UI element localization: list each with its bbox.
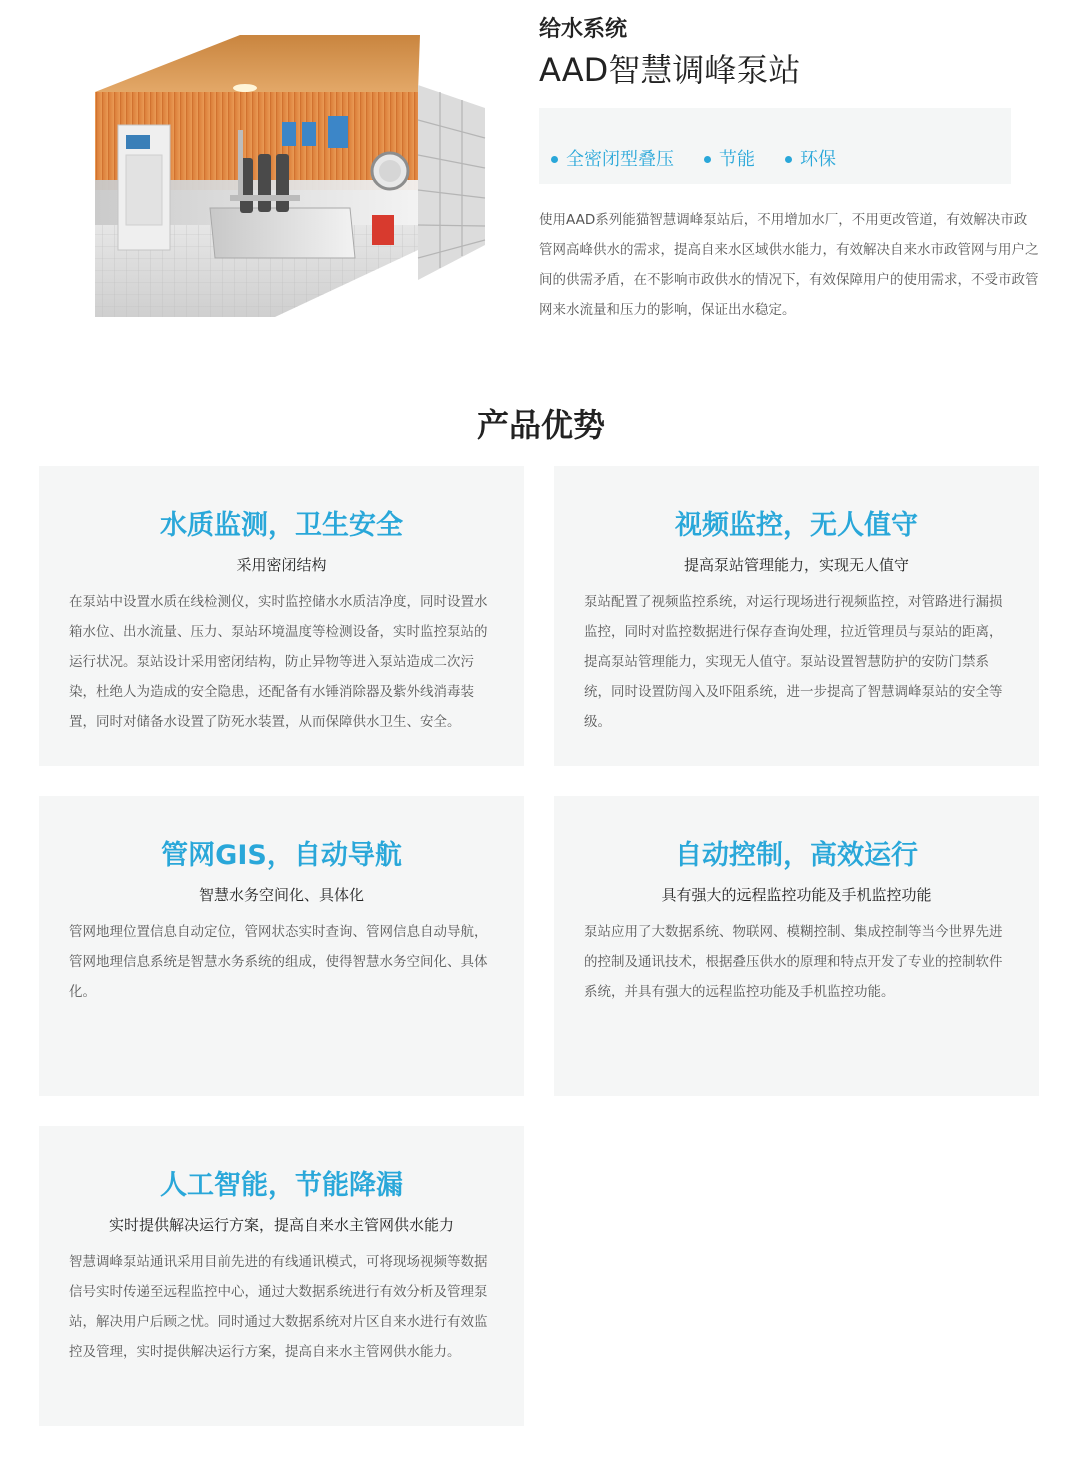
advantage-card: [554, 796, 1039, 1096]
card-title: 自动控制，高效运行: [675, 840, 918, 871]
advantage-card: [554, 466, 1039, 766]
card-subtitle: 提高泵站管理能力，实现无人值守: [683, 556, 909, 574]
product-description: 使用AAD系列能猫智慧调峰泵站后，不用增加水厂，不用更改管道，有效解决市政管网高峰供水的需求，提高自来水区域供水能力，有效解决自来水市政管网与用户之间的供需矛盾，在不影响市政供水的情况下，有效保障用户的使用需求，不受市政管网来水流量和压力的影响，保证出水稳定。: [539, 212, 1039, 318]
card-title: 管网GIS，自动导航: [161, 840, 402, 871]
card-body: 泵站应用了大数据系统、物联网、模糊控制、集成控制等当今世界先进的控制及通讯技术，根据叠压供水的原理和特点开发了专业的控制软件系统，并具有强大的远程监控功能及手机监控功能。: [584, 924, 1003, 1000]
card-subtitle: 具有强大的远程监控功能及手机监控功能: [661, 886, 932, 904]
product-hero: [0, 0, 1082, 340]
card-title: 人工智能，节能降漏: [160, 1170, 403, 1201]
pump-station-image: [90, 30, 490, 320]
card-body: 在泵站中设置水质在线检测仪，实时监控储水水质洁净度，同时设置水箱水位、出水流量、压力、泵站环境温度等检测设备，实时监控泵站的运行状况。泵站设计采用密闭结构，防止异物等进入泵站造成二次污染，杜绝人为造成的安全隐患，还配备有水锤消除器及紫外线消毒装置，同时对储备水设置了防死水装置，从而保障供水卫生、安全。: [69, 594, 488, 730]
bullet-dot-icon: [704, 156, 711, 163]
product-name: AAD智慧调峰泵站: [539, 51, 801, 89]
card-subtitle: 实时提供解决运行方案，提高自来水主管网供水能力: [108, 1216, 454, 1234]
bullet-dot-icon: [551, 156, 558, 163]
card-subtitle: 智慧水务空间化、具体化: [198, 886, 364, 904]
card-subtitle: 采用密闭结构: [236, 556, 327, 574]
card-title: 水质监测，卫生安全: [160, 510, 403, 541]
feature-tag: [551, 135, 674, 184]
feature-tag-label: 全密闭型叠压: [566, 148, 674, 170]
advantage-card: [39, 796, 524, 1096]
feature-tag-label: 节能: [719, 148, 755, 170]
feature-tag: [785, 135, 836, 184]
card-body: 管网地理位置信息自动定位，管网状态实时查询、管网信息自动导航，管网地理信息系统是智慧水务系统的组成，使得智慧水务空间化、具体化。: [69, 924, 488, 1000]
category-label: 给水系统: [539, 17, 628, 42]
advantage-card: [39, 1126, 524, 1426]
advantage-card: [39, 466, 524, 766]
card-body: 泵站配置了视频监控系统，对运行现场进行视频监控，对管路进行漏损监控，同时对监控数据进行保存查询处理，拉近管理员与泵站的距离，提高泵站管理能力，实现无人值守。泵站设置智慧防护的安防门禁系统，同时设置防闯入及吓阻系统，进一步提高了智慧调峰泵站的安全等级。: [584, 594, 1003, 730]
card-body: 智慧调峰泵站通讯采用目前先进的有线通讯模式，可将现场视频等数据信号实时传递至远程监控中心，通过大数据系统进行有效分析及管理泵站，解决用户后顾之忧。同时通过大数据系统对片区自来水进行有效监控及管理，实时提供解决运行方案，提高自来水主管网供水能力。: [69, 1254, 488, 1360]
bullet-dot-icon: [785, 156, 792, 163]
section-title: 产品优势: [476, 406, 605, 444]
feature-tags: [539, 108, 1011, 184]
feature-tag-label: 环保: [800, 148, 836, 170]
card-title: 视频监控，无人值守: [675, 510, 918, 541]
feature-tag: [704, 135, 755, 184]
